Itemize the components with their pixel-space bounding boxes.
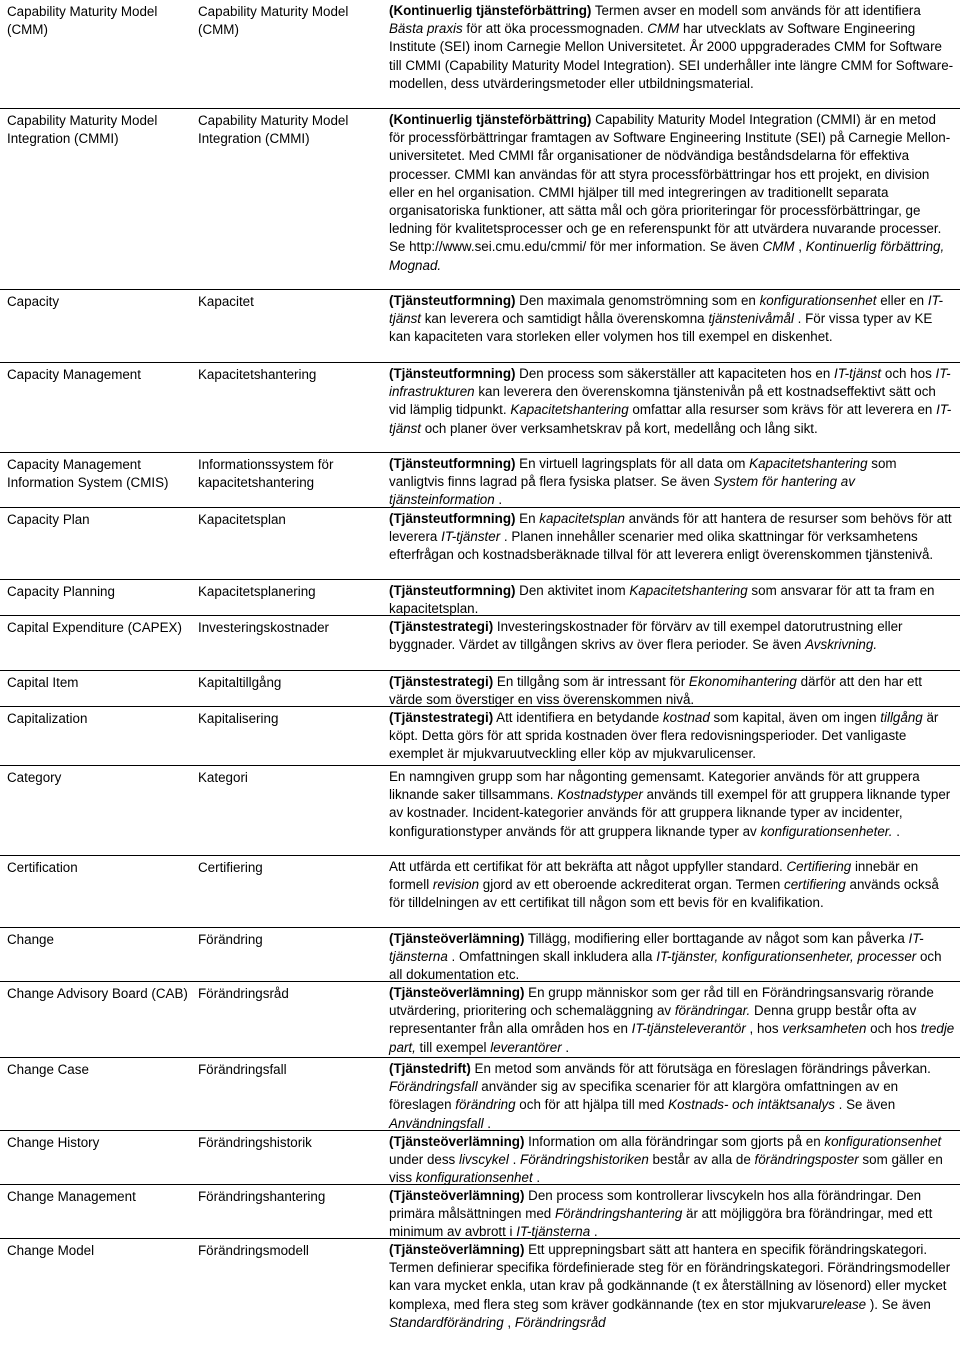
definition-term-reference: förändring: [455, 1097, 516, 1113]
definition-text: .: [483, 1115, 491, 1131]
definition-text: används för att hantera de resurser som behövs för att leverera: [389, 511, 952, 545]
definition-text: som gäller en viss: [389, 1152, 943, 1186]
glossary-row: [0, 1184, 960, 1239]
term-definition: [389, 930, 955, 985]
definition-term-reference: IT-tjänst: [389, 293, 943, 327]
glossary-row: [0, 0, 960, 108]
definition-text: Den maximala genomströmning som en: [515, 293, 760, 308]
definition-term-reference: tredje part,: [389, 1021, 955, 1055]
definition-text: En virtuell lagringsplats för all data om: [515, 456, 750, 471]
definition-text: och för att hjälpa till med: [515, 1097, 669, 1113]
swedish-term: Kapacitetsplanering: [198, 584, 316, 599]
swedish-term: Förändringshantering: [198, 1189, 326, 1204]
definition-term-reference: Kontinuerlig förbättring, Mognad.: [389, 239, 945, 273]
definition-text: Den process som säkerställer att kapaciteten hos en: [515, 366, 835, 381]
definition-category: (Tjänsteöverlämning): [389, 931, 525, 946]
english-term: Change Advisory Board (CAB): [7, 986, 188, 1001]
definition-text: Den process som kontrollerar livscykeln hos alla förändringar. Den primära målsättningen med: [389, 1188, 922, 1222]
definition-term-reference: Certifiering: [786, 859, 852, 874]
glossary-row: [0, 670, 960, 707]
definition-text: Ett upprepningsbart sätt att hantera en specifik förändringskategori. Termen definierar specifika fördefinierade steg för en förändringskategori. Förändringsmodeller kan vara mycket enkla, utan krav på godkännande (t ex återställning av lösenord) eller mycket komplexa, med flera steg som kräver godkännande (tex en stor mjukvaru: [389, 1242, 951, 1312]
definition-category: (Tjänsteöverlämning): [389, 1242, 525, 1257]
definition-term-reference: Bästa praxis: [389, 21, 463, 37]
definition-category: (Tjänsteutformning): [389, 293, 516, 308]
definition-text: ). Se även: [866, 1296, 931, 1312]
term-definition: [389, 858, 955, 913]
swedish-term: Kategori: [198, 770, 248, 785]
glossary-row: [0, 706, 960, 766]
definition-text: , hos: [745, 1021, 783, 1037]
english-term: Capital Item: [7, 675, 79, 690]
term-definition: [389, 365, 955, 438]
definition-text: . För vissa typer av KE kan kapaciteten vara storleken eller volymen hos till exempel en diskenhet.: [389, 311, 933, 345]
english-term: Change: [7, 932, 54, 947]
swedish-term: Kapitalisering: [198, 711, 279, 726]
definition-text: är köpt. Detta görs för att sprida kostnaden över flera redovisningsperioder. Det vanligaste exemplet är mjukvaruutveckling eller köp av mjukvarulicenser.: [389, 710, 939, 762]
definition-term-reference: kapacitetsplan: [539, 511, 625, 526]
definition-text: Att utfärda ett certifikat för att bekräfta att något uppfyller standard.: [389, 859, 787, 874]
glossary-row: [0, 579, 960, 616]
term-definition: [389, 510, 955, 565]
definition-text: Att identifiera en betydande: [493, 710, 663, 725]
definition-term-reference: leverantörer: [490, 1039, 562, 1055]
definition-text: för att öka processmognaden.: [462, 21, 648, 37]
definition-term-reference: IT-tjänst: [834, 366, 882, 381]
glossary-row: [0, 1238, 960, 1352]
term-definition: [389, 1060, 955, 1133]
definition-term-reference: IT-tjänsteleverantör: [631, 1021, 746, 1037]
definition-term-reference: verksamheten: [782, 1021, 867, 1037]
english-term: Capitalization: [7, 711, 88, 726]
english-term: Capacity Plan: [7, 512, 90, 527]
definition-category: (Kontinuerlig tjänsteförbättring): [389, 3, 592, 18]
glossary-row: [0, 855, 960, 928]
definition-term-reference: Förändringsfall: [389, 1079, 478, 1095]
definition-term-reference: Förändringshistoriken: [520, 1152, 649, 1168]
definition-term-reference: System för hantering av tjänsteinformation: [389, 474, 855, 508]
definition-term-reference: tillgång: [880, 710, 923, 725]
definition-category: (Tjänsteöverlämning): [389, 1134, 525, 1149]
english-term: Capacity: [7, 294, 60, 309]
definition-text: . Planen innehåller scenarier med olika skattningar för verksamhetens efterfrågan och kostnadsberäknade tillval för att leverera enligt överenskommen tjänstenivå.: [389, 529, 934, 563]
definition-text: och planer över verksamhetskrav på kort, medellång och lång sikt.: [421, 420, 818, 436]
definition-text: har utvecklats av Software Engineering Institute (SEI) inom Carnegie Mellon Universitetet. År 2000 uppgraderades CMM for Software till CMMI (Capability Maturity Model Integration). SEI underhåller inte längre CMM for Software-modellen, dess utvärderingsmetoder eller utbildningsmaterial.: [389, 21, 954, 91]
definition-text: och all dokumentation etc.: [389, 949, 942, 983]
glossary-row: [0, 615, 960, 671]
definition-category: (Tjänstestrategi): [389, 710, 494, 725]
definition-text: som ansvarar för att ta fram en kapacitetsplan.: [389, 583, 935, 617]
term-definition: [389, 618, 955, 654]
definition-term-reference: IT-infrastrukturen: [389, 366, 951, 400]
definition-text: En tillgång som är intressant för: [493, 674, 689, 689]
definition-text: kan leverera den överenskomna tjänstenivån på ett kostnadseffektivt sätt och vid lämplig tidpunkt.: [389, 384, 936, 418]
definition-term-reference: Kapacitetshantering: [510, 402, 629, 418]
definition-term-reference: Användningsfall: [389, 1115, 484, 1131]
term-definition: [389, 1133, 955, 1188]
definition-term-reference: konfigurationsenhet: [824, 1134, 942, 1149]
english-term: Change Management: [7, 1189, 136, 1204]
definition-term-reference: konfigurationsenheter.: [760, 823, 893, 839]
english-term: Capability Maturity Model Integration (CMMI): [7, 113, 158, 147]
english-term: Change Model: [7, 1243, 95, 1258]
swedish-term: Förändringshistorik: [198, 1135, 312, 1150]
swedish-term: Kapacitetshantering: [198, 367, 317, 382]
glossary-row: [0, 927, 960, 982]
swedish-term: Förändringsmodell: [198, 1243, 309, 1258]
definition-text: och hos: [866, 1021, 921, 1037]
definition-text: Den aktivitet inom: [515, 583, 630, 598]
definition-text: används till exempel för att gruppera liknande typer av kostnader. Incident-kategorier används för att gruppera liknande typer av incidenter, konfigurationstyper används för att gruppera liknande typer av: [389, 787, 951, 839]
definition-term-reference: Ekonomihantering: [688, 674, 797, 689]
term-definition: [389, 984, 955, 1057]
definition-text: under dess: [389, 1152, 459, 1168]
definition-term-reference: certifiering: [784, 877, 846, 893]
definition-text: Denna grupp består ofta av representanter från alla områden hos en: [389, 1003, 917, 1037]
definition-text: Investeringskostnader för förvärv av till exempel datorutrustning eller byggnader. Värdet av tillgången skrivs av över flera perioder. Se även: [389, 619, 903, 653]
swedish-term: Förändringsfall: [198, 1062, 287, 1077]
glossary-row: [0, 108, 960, 290]
definition-text: .: [532, 1170, 541, 1186]
definition-term-reference: konfigurationsenhet: [759, 293, 877, 308]
term-definition: [389, 709, 955, 764]
definition-text: .: [590, 1224, 598, 1240]
glossary-row: [0, 765, 960, 856]
swedish-term: Kapacitetsplan: [198, 512, 286, 527]
definition-text: . Omfattningen skall inkludera alla: [447, 949, 657, 965]
definition-category: (Tjänsteutformning): [389, 511, 516, 526]
definition-term-reference: IT-tjänster: [441, 529, 501, 545]
definition-term-reference: förändringar.: [674, 1003, 751, 1019]
definition-term-reference: livscykel: [458, 1152, 509, 1168]
definition-category: (Tjänsteutformning): [389, 366, 516, 381]
definition-text: ,: [503, 1314, 515, 1330]
definition-category: (Tjänsteöverlämning): [389, 985, 525, 1000]
term-definition: [389, 292, 955, 347]
definition-text: till exempel: [415, 1039, 491, 1055]
definition-category: (Tjänstedrift): [389, 1061, 471, 1076]
definition-text: .: [508, 1152, 521, 1168]
definition-category: (Kontinuerlig tjänsteförbättring): [389, 112, 592, 127]
definition-term-reference: CMM: [762, 239, 795, 255]
definition-text: En metod som används för att förutsäga en föreslagen förändrings påverkan.: [470, 1061, 931, 1076]
english-term: Category: [7, 770, 62, 785]
definition-category: (Tjänstestrategi): [389, 619, 494, 634]
definition-text: . Se även: [834, 1097, 896, 1113]
definition-term-reference: Avskrivning.: [805, 637, 878, 653]
definition-term-reference: IT-tjänster, konfigurationsenheter, processer: [656, 949, 917, 965]
definition-term-reference: förändringsposter: [754, 1152, 859, 1168]
english-term: Capability Maturity Model (CMM): [7, 4, 158, 38]
swedish-term: Capability Maturity Model (CMM): [198, 4, 349, 38]
definition-term-reference: kostnad: [662, 710, 710, 725]
glossary-row: [0, 289, 960, 363]
term-definition: [389, 582, 955, 618]
definition-text: Tillägg, modifiering eller borttagande av något som kan påverka: [524, 931, 909, 946]
definition-term-reference: Kostnadstyper: [557, 787, 643, 803]
definition-category: (Tjänsteöverlämning): [389, 1188, 525, 1203]
term-definition: [389, 768, 955, 841]
definition-category: (Tjänsteutformning): [389, 583, 516, 598]
swedish-term: Förändring: [198, 932, 263, 947]
definition-term-reference: Kostnads- och intäktsanalys: [668, 1097, 835, 1113]
definition-text: Termen avser en modell som används för att identifiera: [591, 3, 921, 18]
definition-term-reference: konfigurationsenhet: [415, 1170, 533, 1186]
definition-text: som vanligtvis finns lagrad på flera fysiska platser. Se även: [389, 456, 897, 490]
definition-text: gjord av ett oberoende ackrediterat organ. Termen: [479, 877, 785, 893]
term-definition: [389, 1187, 955, 1242]
definition-text: därför att den har ett värde som överstiger en viss överenskommen nivå.: [389, 674, 922, 708]
swedish-term: Investeringskostnader: [198, 620, 330, 635]
glossary-row: [0, 452, 960, 508]
definition-text: innebär en formell: [389, 859, 919, 893]
english-term: Certification: [7, 860, 78, 875]
term-definition: [389, 455, 955, 510]
term-definition: [389, 2, 955, 93]
english-term: Change Case: [7, 1062, 89, 1077]
english-term: Capacity Planning: [7, 584, 115, 599]
definition-text: En namngiven grupp som har någonting gemensamt. Kategorier används för att gruppera liknande saker tillsammans.: [389, 769, 920, 803]
swedish-term: Kapacitet: [198, 294, 254, 309]
definition-text: .: [494, 492, 503, 508]
swedish-term: Certifiering: [198, 860, 263, 875]
glossary-row: [0, 1057, 960, 1131]
definition-term-reference: Kapacitetshantering: [749, 456, 868, 471]
definition-text: eller en: [876, 293, 928, 308]
definition-term-reference: Förändringshantering: [554, 1206, 683, 1222]
definition-term-reference: IT-tjänsterna: [389, 931, 924, 965]
term-definition: [389, 111, 955, 275]
english-term: Capacity Management: [7, 367, 141, 382]
definition-term-reference: CMM: [647, 21, 680, 37]
definition-term-reference: tjänstenivåmål: [708, 311, 794, 327]
definition-text: Capability Maturity Model Integration (CMMI) är en metod för processförbättringar framtagen av Software Engineering Institute (SEI) på Carnegie Mellon-universitetet. Med CMMI får organisationer de nödvändiga beståndsdelarna för effektiva processer. CMMI kan användas för att styra processförbättringar hos ett projekt, en division eller en hel organisation. CMMI hjälper till med integreringen av traditionellt separata organisatoriska funktioner, att sätta mål och göra prioriteringar för processförbättringar, ge ledning för kvalitetsprocesser och ge en referenspunkt för att utvärdera nuvarande processer. Se http://www.sei.cmu.edu/cmmi/ för mer information. Se även: [389, 112, 951, 255]
definition-term-reference: Kapacitetshantering: [629, 583, 748, 598]
definition-text: kan leverera och samtidigt hålla överenskomna: [421, 311, 709, 327]
definition-term-reference: IT-tjänsterna: [516, 1224, 591, 1240]
definition-text: omfattar alla resurser som krävs för att leverera en: [628, 402, 937, 418]
definition-text: består av alla de: [648, 1152, 755, 1168]
english-term: Change History: [7, 1135, 100, 1150]
definition-term-reference: Standardförändring: [389, 1314, 504, 1330]
swedish-term: Capability Maturity Model Integration (CMMI): [198, 113, 349, 147]
definition-term-reference: revision: [432, 877, 480, 893]
definition-text: är att möjliggöra bra förändringar, med ett minimum av avbrott i: [389, 1206, 933, 1240]
definition-text: Information om alla förändringar som gjorts på en: [524, 1134, 825, 1149]
swedish-term: Kapitaltillgång: [198, 675, 282, 690]
glossary-row: [0, 362, 960, 453]
definition-text: .: [561, 1039, 570, 1055]
definition-text: som kapital, även om ingen: [709, 710, 881, 725]
definition-text: En: [515, 511, 540, 526]
definition-text: använder sig av specifika scenarier för att klargöra omfattningen av en föreslagen: [389, 1079, 899, 1113]
definition-text: ,: [794, 239, 806, 255]
swedish-term: Förändringsråd: [198, 986, 289, 1001]
english-term: Capital Expenditure (CAPEX): [7, 620, 182, 635]
definition-term-reference: release: [822, 1296, 867, 1312]
english-term: Capacity Management Information System (CMIS): [7, 457, 169, 491]
glossary-row: [0, 981, 960, 1058]
swedish-term: Informationssystem för kapacitetshantering: [198, 457, 334, 491]
definition-text: En grupp människor som ger råd till en Förändringsansvarig rörande utvärdering, prioritering och schemaläggning av: [389, 985, 934, 1019]
definition-text: .: [892, 823, 900, 839]
term-definition: [389, 1241, 955, 1332]
definition-category: (Tjänstestrategi): [389, 674, 494, 689]
definition-term-reference: Förändringsråd: [514, 1314, 606, 1330]
definition-text: används också för tilldelningen av ett certifikat till någon som ett bevis för en kvalifikation.: [389, 877, 939, 911]
definition-text: och hos: [881, 366, 936, 381]
glossary-row: [0, 1130, 960, 1185]
definition-category: (Tjänsteutformning): [389, 456, 516, 471]
term-definition: [389, 673, 955, 709]
glossary-row: [0, 507, 960, 580]
definition-term-reference: IT-tjänst: [389, 402, 952, 436]
